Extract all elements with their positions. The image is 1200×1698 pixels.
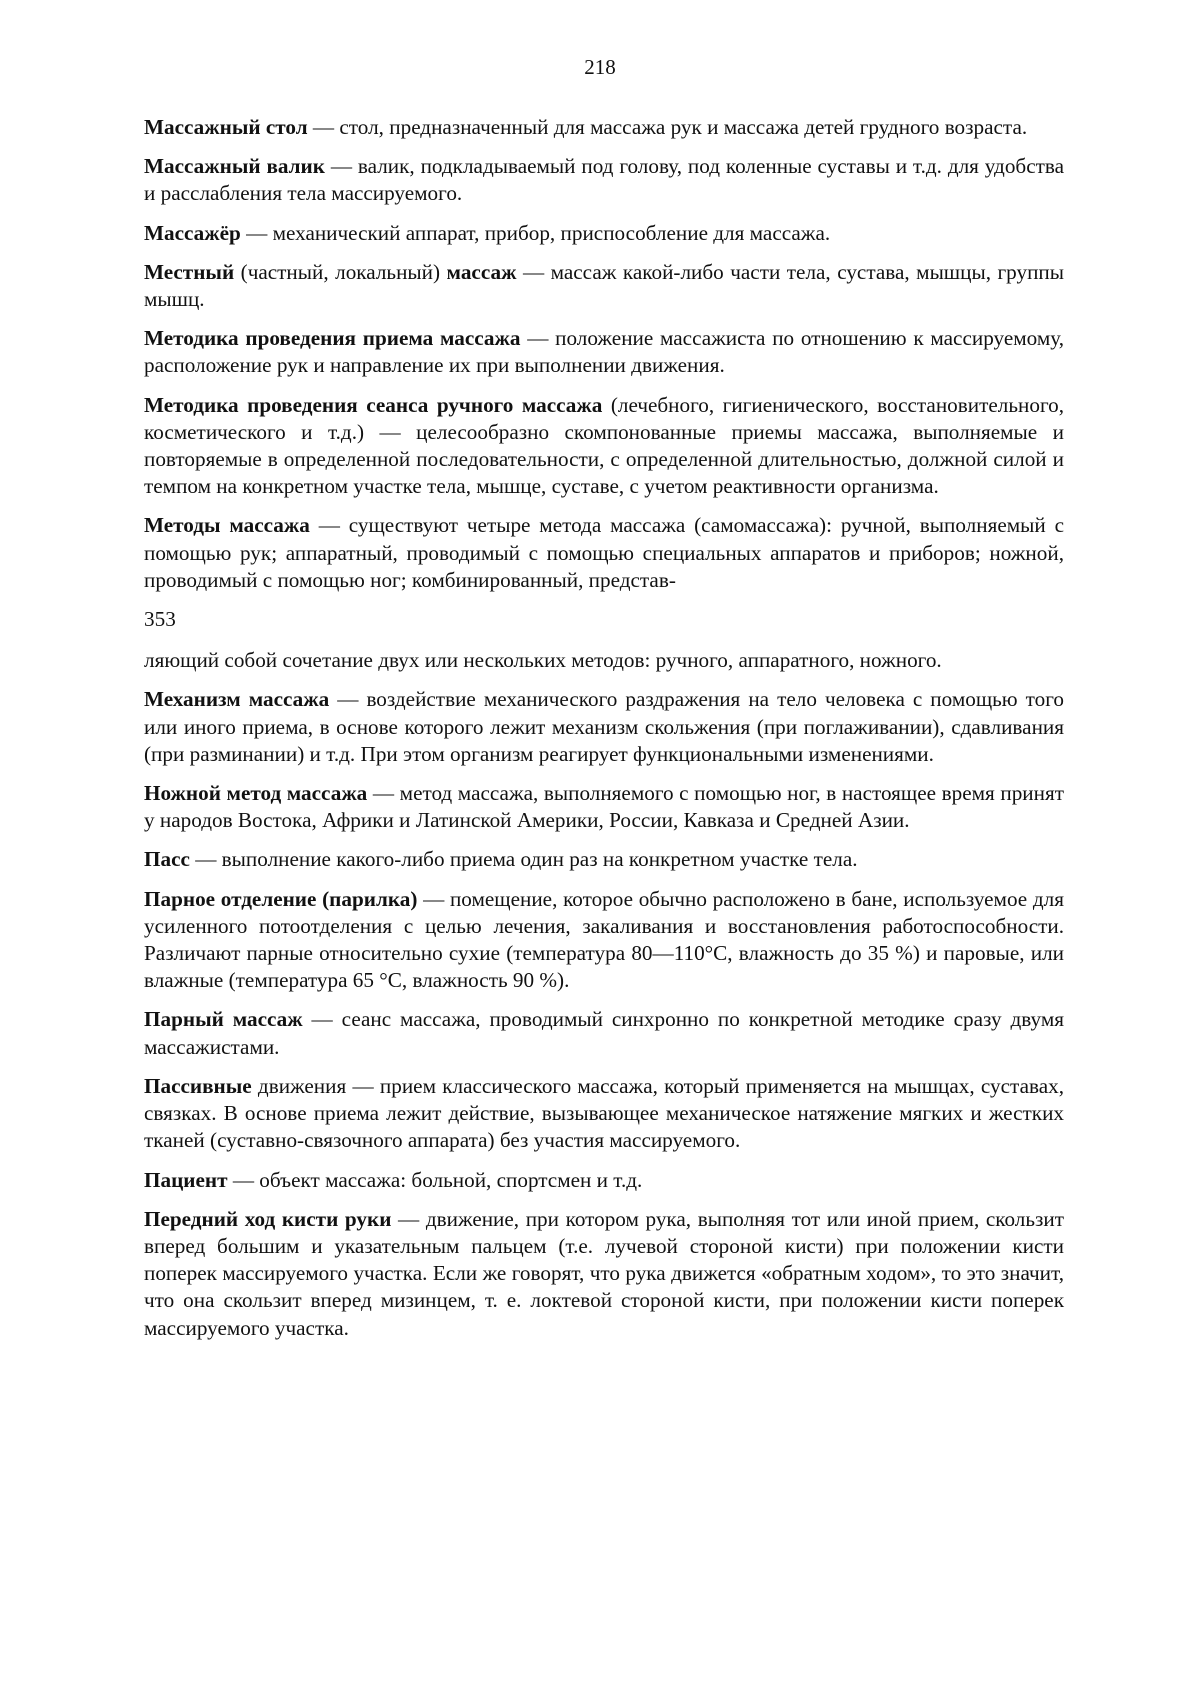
glossary-entry: [144, 780, 1064, 834]
glossary-term: Парный массаж: [144, 1007, 303, 1032]
glossary-entry: [144, 686, 1064, 768]
page-number: 218: [584, 55, 616, 79]
glossary-term: массаж: [446, 259, 517, 284]
glossary-term: Массажный валик: [144, 154, 325, 179]
glossary-definition: (лечебного, гигиенического, восстановительного, косметического и т.д.) — целесообразно скомпонованные приемы массажа, выполняемые и повторяемые в определенной последовательности, с определенной длительностью, должной силой и темпом на конкретном участке тела, мышце, суставе, с учетом реактивности организма.: [144, 392, 1065, 499]
glossary-term: Пассивные: [144, 1073, 252, 1098]
glossary-definition: — механический аппарат, прибор, приспособление для массажа.: [240, 220, 831, 245]
glossary-entry: [144, 220, 1064, 247]
glossary-entry: [144, 1073, 1064, 1155]
glossary-term: Передний ход кисти руки: [144, 1206, 392, 1231]
glossary-definition: — метод массажа, выполняемого с помощью ног, в настоящее время принят у народов Востока, Африки и Латинской Америки, России, Кавказа и Средней Азии.: [144, 781, 1064, 833]
glossary-definition: — массаж какой-либо части тела, сустава, мышцы, группы мышц.: [144, 259, 1064, 312]
glossary-entry: [144, 1006, 1064, 1060]
glossary-term: Массажёр: [144, 220, 241, 245]
glossary-entry: [144, 846, 1064, 873]
glossary-entry: [144, 114, 1064, 141]
glossary-definition: — помещение, которое обычно расположено в бане, используемое для усиленного потоотделения с целью лечения, закаливания и восстановления работоспособности. Различают парные относительно сухие (температура 80—110°С, влажность до 35 %) и паровые, или влажные (температура 65 °С, влажность 90 %).: [144, 886, 1064, 993]
glossary-definition: — выполнение какого-либо приема один раз на конкретном участке тела.: [189, 847, 858, 872]
glossary-term: Массажный стол: [144, 115, 308, 139]
glossary-content: [144, 114, 1064, 1354]
glossary-term: Методика проведения сеанса ручного массажа: [144, 392, 603, 417]
glossary-entries-after: [144, 686, 1064, 1341]
glossary-definition: — стол, предназначенный для массажа рук и массажа детей грудного возраста.: [307, 115, 1028, 139]
source-page-number: 353: [144, 607, 176, 632]
glossary-definition: — объект массажа: больной, спортсмен и т.д.: [227, 1167, 643, 1192]
continuation-text: ляющий собой сочетание двух или нескольких методов: ручного, аппаратного, ножного.: [144, 648, 942, 673]
glossary-entries-before: [144, 114, 1064, 594]
glossary-entry: [144, 153, 1064, 207]
glossary-term: Пациент: [144, 1167, 228, 1192]
glossary-entry: [144, 1167, 1064, 1194]
glossary-definition: — сеанс массажа, проводимый синхронно по конкретной методике сразу двумя массажистами.: [144, 1007, 1064, 1059]
glossary-term: Механизм массажа: [144, 687, 330, 712]
glossary-definition: движения — прием классического массажа, который применяется на мышцах, суставах, связках. В основе приема лежит действие, вызывающее механическое натяжение мягких и жестких тканей (суставно-связочного аппарата) без участия массируемого.: [144, 1073, 1064, 1153]
glossary-definition: (частный, локальный): [234, 259, 447, 284]
glossary-entry: [144, 1206, 1064, 1342]
glossary-definition: — существуют четыре метода массажа (самомассажа): ручной, выполняемый с помощью рук; аппаратный, проводимый с помощью специальных аппаратов и приборов; ножной, проводимый с помощью ног; комбинированный, представ-: [144, 513, 1064, 592]
glossary-entry: [144, 325, 1064, 379]
glossary-term: Ножной метод массажа: [144, 781, 368, 806]
glossary-term: Местный: [144, 259, 235, 284]
glossary-definition: — валик, подкладываемый под голову, под коленные суставы и т.д. для удобства и расслабления тела массируемого.: [144, 154, 1064, 206]
glossary-term: Методы массажа: [144, 513, 310, 538]
glossary-entry: [144, 512, 1064, 594]
glossary-definition: — воздействие механического раздражения на тело человека с помощью того или иного приема, в основе которого лежит механизм скольжения (при поглаживании), сдавливания (при разминании) и т.д. При этом организм реагирует функциональными изменениями.: [144, 687, 1064, 766]
glossary-definition: — движение, при котором рука, выполняя тот или иной прием, скользит вперед большим и указательным пальцем (т.е. лучевой стороной кисти) при положении кисти поперек массируемого участка. Если же говорят, что рука движется «обратным ходом», то это значит, что она скользит вперед мизинцем, т. е. локтевой стороной кисти, при положении кисти поперек массируемого участка.: [144, 1206, 1065, 1340]
glossary-term: Методика проведения приема массажа: [144, 326, 521, 351]
glossary-definition: — положение массажиста по отношению к массируемому, расположение рук и направление их при выполнении движения.: [144, 326, 1064, 378]
glossary-term: Парное отделение (парилка): [144, 886, 418, 911]
glossary-term: Пасс: [144, 847, 190, 872]
glossary-entry: [144, 392, 1064, 501]
glossary-entry: [144, 886, 1064, 995]
glossary-entry: [144, 259, 1064, 313]
